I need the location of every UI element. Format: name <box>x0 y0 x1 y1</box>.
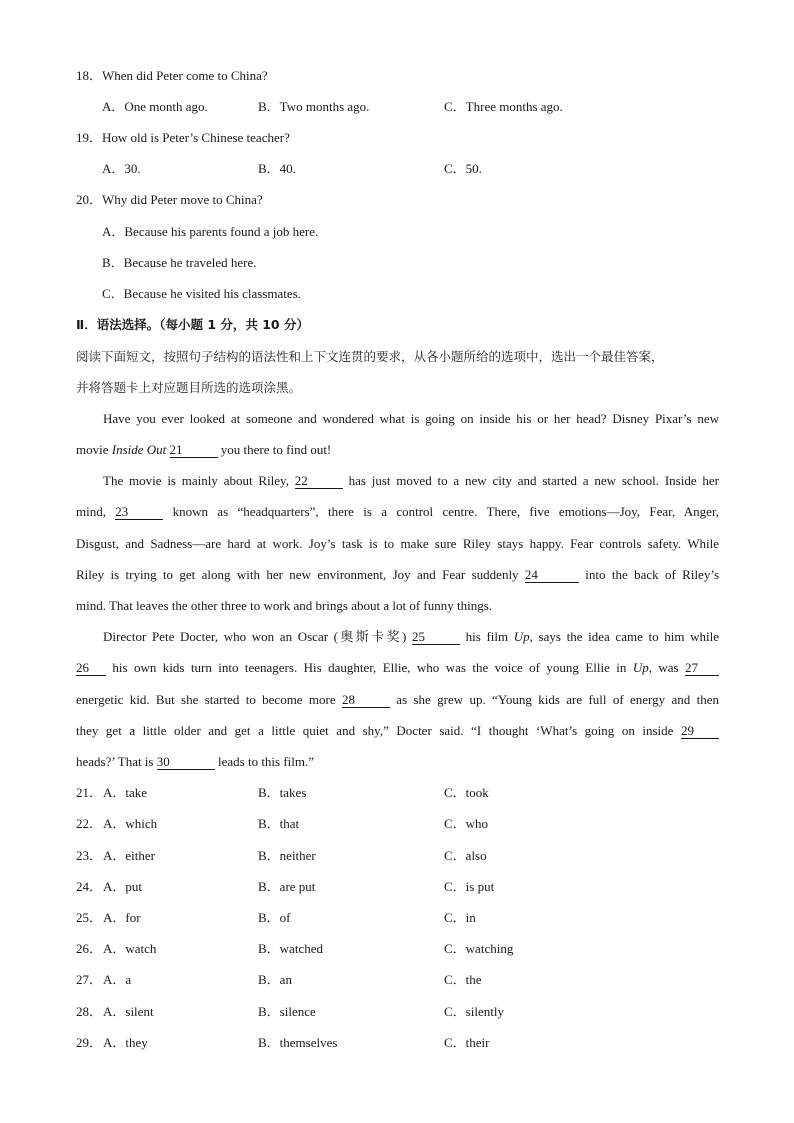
q26-option-b: B．watched <box>258 941 323 956</box>
blank-23: 23 <box>115 505 163 520</box>
q25-option-b: B．of <box>258 910 291 925</box>
blank-27: 27 <box>685 661 719 676</box>
passage-line: heads?’ That is 30 leads to this film.” <box>76 754 315 769</box>
q28-option-a: A．silent <box>103 1004 154 1019</box>
q26-option-c: C．watching <box>444 941 514 956</box>
q22-option-a: A．which <box>103 816 158 831</box>
q24-option-b: B．are put <box>258 879 316 894</box>
passage-line: movie Inside Out 21 you there to find out! <box>76 442 332 457</box>
q25-number: 25． <box>76 910 103 925</box>
section-instruction-2: 并将答题卡上对应题目所选的选项涂黑。 <box>76 380 302 395</box>
movie-title: Inside Out <box>111 442 167 457</box>
q23-option-a: A．either <box>103 848 155 863</box>
blank-29: 29 <box>681 724 719 739</box>
q23-option-c: C．also <box>444 848 487 863</box>
q23-option-b: B．neither <box>258 848 316 863</box>
q23-number: 23． <box>76 848 103 863</box>
passage-line: Riley is trying to get along with her new environment, Joy and Fear suddenly 24 into the back of Riley’s <box>76 567 720 582</box>
q26-number: 26． <box>76 941 103 956</box>
q20-option-c: C．Because he visited his classmates. <box>102 286 301 301</box>
passage-line: energetic kid. But she started to become more 28 as she grew up. “Young kids are full of energy and then <box>76 692 719 707</box>
q25-option-c: C．in <box>444 910 476 925</box>
q22-number: 22． <box>76 816 103 831</box>
blank-28: 28 <box>342 693 390 708</box>
q22-option-b: B．that <box>258 816 300 831</box>
passage-line: Have you ever looked at someone and wondered what is going on inside his or her head? Disney Pixar’s new <box>103 411 719 426</box>
film-title: Up <box>513 629 530 644</box>
q29-option-c: C．their <box>444 1035 490 1050</box>
q22-option-c: C．who <box>444 816 489 831</box>
question-18: 18．When did Peter come to China? <box>76 68 268 83</box>
blank-26: 26 <box>76 661 106 676</box>
q28-option-b: B．silence <box>258 1004 316 1019</box>
section-title: Ⅱ．语法选择。（每小题 1 分，共 10 分） <box>76 317 309 332</box>
q24-number: 24． <box>76 879 103 894</box>
q21-option-c: C．took <box>444 785 489 800</box>
blank-22: 22 <box>295 474 343 489</box>
q19-option-a: A．30. <box>102 161 141 176</box>
q27-option-b: B．an <box>258 972 292 987</box>
passage-line: 26 his own kids turn into teenagers. His daughter, Ellie, who was the voice of young Ellie in Up, was 27 <box>76 660 719 676</box>
q19-option-c: C．50. <box>444 161 482 176</box>
q20-option-a: A．Because his parents found a job here. <box>102 224 319 239</box>
passage-line: The movie is mainly about Riley, 22 has just moved to a new city and started a new school. Inside her <box>103 473 720 488</box>
q21-number: 21． <box>76 785 103 800</box>
blank-30: 30 <box>157 755 215 770</box>
q24-option-c: C．is put <box>444 879 495 894</box>
blank-21: 21 <box>170 443 218 458</box>
q18-option-a: A．One month ago. <box>102 99 208 114</box>
section-instruction-1: 阅读下面短文，按照句子结构的语法性和上下文连贯的要求，从各小题所给的选项中，选出一个最佳答案， <box>76 349 664 364</box>
q28-number: 28． <box>76 1004 103 1019</box>
q27-number: 27． <box>76 972 103 987</box>
passage-line: Director Pete Docter, who won an Oscar (奥斯卡奖) 25 his film Up, says the idea came to him while <box>103 629 719 644</box>
q19-option-b: B．40. <box>258 161 296 176</box>
q27-option-a: A．a <box>103 972 132 987</box>
question-20: 20．Why did Peter move to China? <box>76 192 263 207</box>
q25-option-a: A．for <box>103 910 141 925</box>
q26-option-a: A．watch <box>103 941 157 956</box>
passage-line: mind. That leaves the other three to work and brings about a lot of funny things. <box>76 598 493 613</box>
q18-option-b: B．Two months ago. <box>258 99 370 114</box>
question-19: 19．How old is Peter’s Chinese teacher? <box>76 130 290 145</box>
passage-line: mind, 23 known as “headquarters”, there is a control centre. There, five emotions—Joy, Fear, Anger, <box>76 504 720 519</box>
q21-option-a: A．take <box>103 785 148 800</box>
q24-option-a: A．put <box>103 879 143 894</box>
q29-option-b: B．themselves <box>258 1035 338 1050</box>
q21-option-b: B．takes <box>258 785 307 800</box>
q29-number: 29． <box>76 1035 103 1050</box>
blank-24: 24 <box>525 568 579 583</box>
q27-option-c: C．the <box>444 972 482 987</box>
q29-option-a: A．they <box>103 1035 148 1050</box>
blank-25: 25 <box>412 630 460 645</box>
passage-line: they get a little older and get a little quiet and shy,” Docter said. “I thought ‘What’s going on inside 29 <box>76 723 719 739</box>
q20-option-b: B．Because he traveled here. <box>102 255 257 270</box>
q28-option-c: C．silently <box>444 1004 504 1019</box>
q18-option-c: C．Three months ago. <box>444 99 563 114</box>
passage-line: Disgust, and Sadness—are hard at work. Joy’s task is to make sure Riley stays happy. Fear controls safety. While <box>76 536 719 551</box>
film-title: Up <box>632 660 649 675</box>
